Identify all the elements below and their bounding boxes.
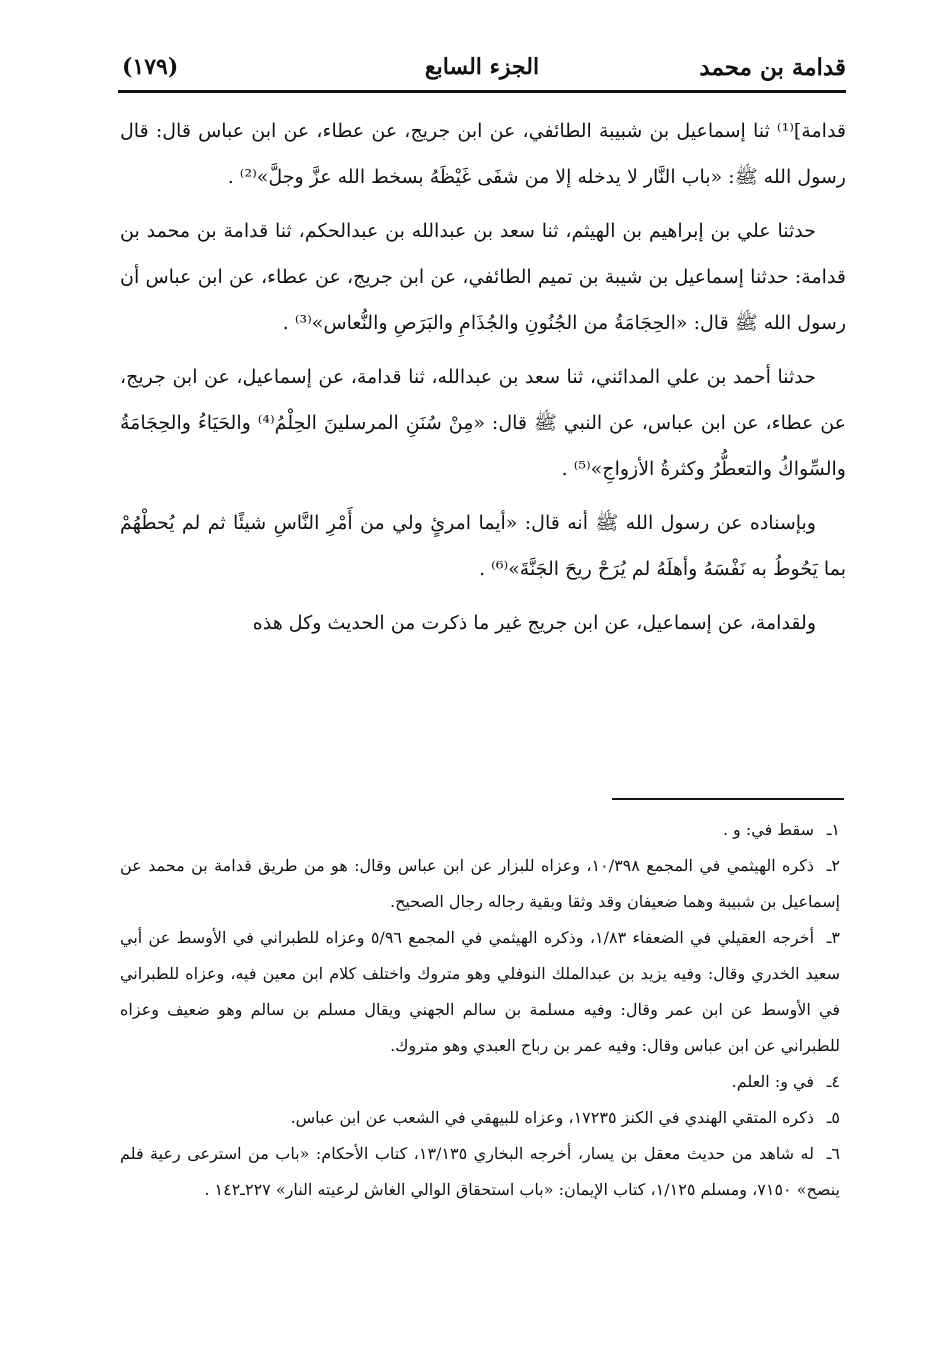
footnotes bbox=[120, 812, 840, 1208]
running-head-volume: الجزء السابع bbox=[424, 54, 540, 80]
page-number: (١٧٩) bbox=[122, 54, 179, 80]
footnote-text: في و: العلم. bbox=[731, 1072, 814, 1091]
footnote-number: ٥ـ bbox=[826, 1108, 840, 1127]
page-header bbox=[118, 50, 846, 93]
paragraph: ولقدامة، عن إسماعيل، عن ابن جريج غير ما ذكرت من الحديث وكل هذه bbox=[252, 612, 816, 634]
paragraph: وبإسناده عن رسول الله ﷺ أنه قال: «أيما امرئٍ ولي من أَمْرِ النَّاسِ شيئًا ثم لم يُحطْهُمْ بما يَحُوطُ به نَفْسَهُ وأهلَهُ لم يُرَحْ ريحَ الجَنَّةَ»⁽⁶⁾ . bbox=[120, 512, 846, 580]
footnote bbox=[120, 1100, 840, 1136]
footnote bbox=[120, 1064, 840, 1100]
paragraph: حدثنا أحمد بن علي المدائني، ثنا سعد بن عبدالله، ثنا قدامة، عن إسماعيل، عن ابن جريج، عن عطاء، عن ابن عباس، عن النبي ﷺ قال: «مِنْ سُنَنِ المرسلينَ الحِلْمُ⁽⁴⁾ والحَيَاءُ والحِجَامَةُ والسِّواكُ والتعطُّرُ وكثرةُ الأزواجِ»⁽⁵⁾ . bbox=[120, 366, 847, 480]
footnote bbox=[120, 920, 840, 1064]
footnote-text: ذكره المتقي الهندي في الكنز ١٧٢٣٥، وعزاه للبيهقي في الشعب عن ابن عباس. bbox=[290, 1108, 814, 1127]
main-text bbox=[120, 108, 846, 654]
footnote-separator bbox=[612, 798, 844, 800]
footnote-text: ذكره الهيثمي في المجمع ١٠/٣٩٨، وعزاه للبزار عن ابن عباس وقال: هو من طريق قدامة بن محمد عن إسماعيل بن شبيبة وهما ضعيفان وقد وثقا وبقية رجاله رجال الصحيح. bbox=[120, 856, 840, 911]
footnote-number: ٢ـ bbox=[826, 856, 840, 875]
footnote-text: سقط في: و . bbox=[722, 820, 814, 839]
footnote-number: ١ـ bbox=[826, 820, 840, 839]
running-head-chapter: قدامة بن محمد bbox=[699, 54, 846, 81]
paragraph: قدامة]⁽¹⁾ ثنا إسماعيل بن شبيبة الطائفي، عن ابن جريج، عن عطاء، عن ابن عباس قال: قال رسول الله ﷺ: «باب النَّار لا يدخله إلا من شفَى غَيْظَهُ بسخط الله عزَّ وجلَّ»⁽²⁾ . bbox=[120, 120, 846, 188]
footnote-number: ٦ـ bbox=[826, 1144, 840, 1163]
paragraph: حدثنا علي بن إبراهيم بن الهيثم، ثنا سعد بن عبدالله بن عبدالحكم، ثنا قدامة بن محمد بن قدامة: حدثنا إسماعيل بن شيبة بن تميم الطائفي، عن ابن جريج، عن عطاء، عن ابن عباس أن رسول الله ﷺ قال: «الحِجَامَةُ من الجُنُونِ والجُذَامِ والبَرَصِ والنُّعاس»⁽³⁾ . bbox=[120, 220, 846, 334]
footnote-text: أخرجه العقيلي في الضعفاء ١/٨٣، وذكره الهيثمي في المجمع ٥/٩٦ وعزاه للطبراني في الأوسط عن أبي سعيد الخدري وقال: وفيه يزيد بن عبدالملك النوفلي وهو متروك واختلف كلام ابن معين فيه، وعزاه للطبراني في الأوسط عن ابن عمر وقال: وفيه مسلمة بن سالم الجهني ويقال مسلم بن سالم وهو ضعيف وعزاه للطبراني عن ابن عباس وقال: وفيه عمر بن رباح العبدي وهو متروك. bbox=[120, 928, 840, 1055]
footnote bbox=[120, 848, 840, 920]
footnote-text: له شاهد من حديث معقل بن يسار، أخرجه البخاري ١٣/١٣٥، كتاب الأحكام: «باب من استرعى رعية فلم ينصح» ٧١٥٠، ومسلم ١/١٢٥، كتاب الإيمان: «باب استحقاق الوالي الغاش لرعيته النار» ٢٢٧ـ١٤٢ . bbox=[120, 1144, 840, 1199]
footnote-number: ٤ـ bbox=[826, 1072, 840, 1091]
footnote bbox=[120, 812, 840, 848]
footnote-number: ٣ـ bbox=[826, 928, 841, 947]
footnote bbox=[120, 1136, 840, 1208]
